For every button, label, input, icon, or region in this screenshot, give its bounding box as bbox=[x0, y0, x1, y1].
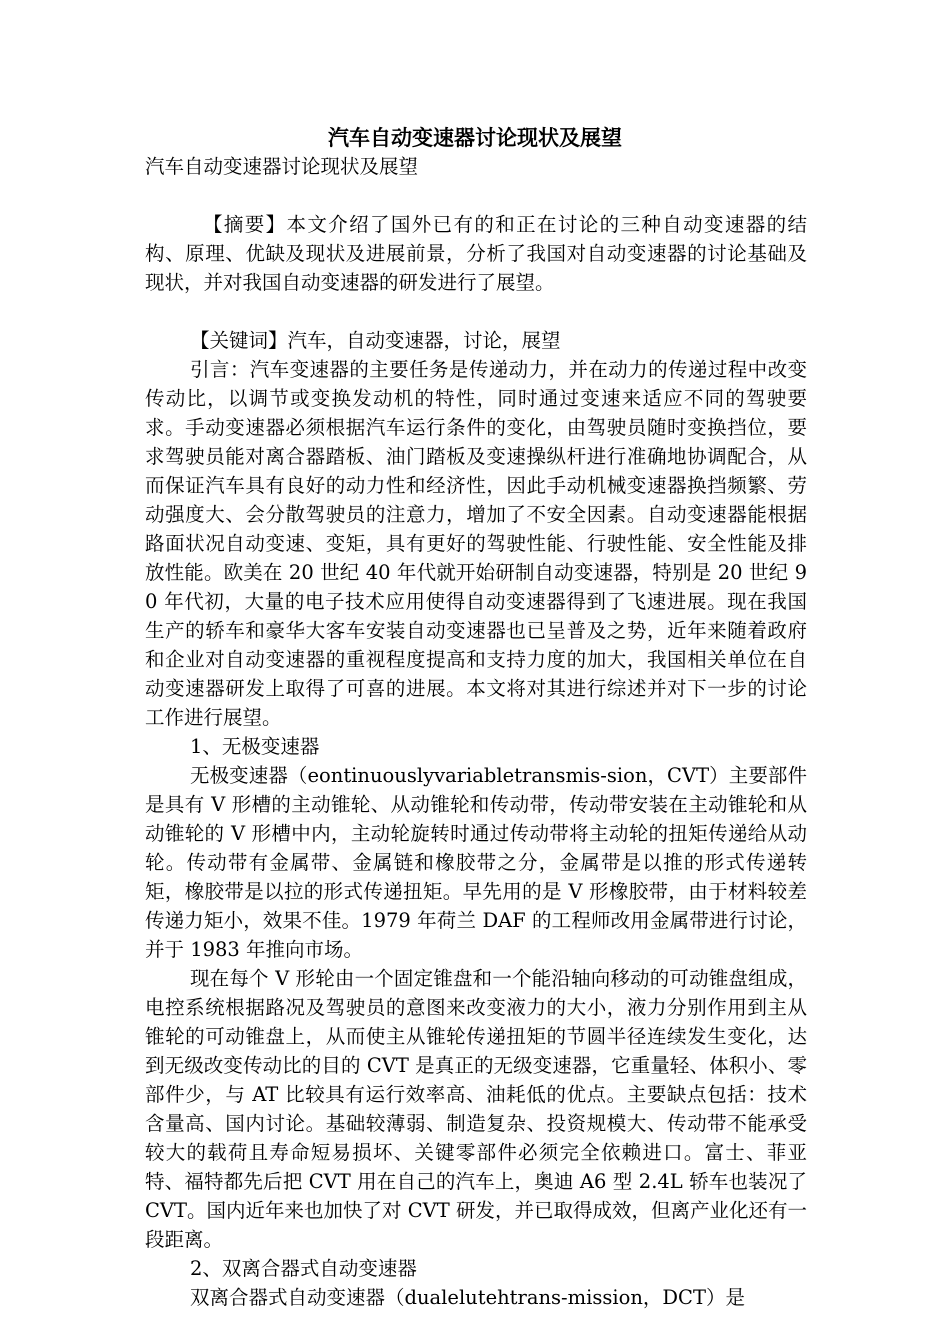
cvt-paragraph-2: 现在每个 V 形轮由一个固定锥盘和一个能沿轴向移动的可动锥盘组成，电控系统根据路况及驾驶员的意图来改变液力的大小，液力分别作用到主从锥轮的可动锥盘上，从而使主从锥轮传递扭矩的节圆半径连续发生变化，达到无级改变传动比的目的 CVT 是真正的无级变速器，它重量轻、体积小、零部件少，与 AT 比较具有运行效率高、油耗低的优点。主要缺点包括：技术含量高、国内讨论。基础较薄弱、制造复杂、投资规模大、传动带不能承受较大的载荷且寿命短易损坏、关键零部件必须完全依赖进口。富士、菲亚特、福特都先后把 CVT 用在自己的汽车上，奥迪 A6 型 2.4L 轿车也装况了 CVT。国内近年来也加快了对 CVT 研发，并已取得成效，但离产业化还有一段距离。 bbox=[145, 967, 807, 1251]
document-subtitle: 汽车自动变速器讨论现状及展望 bbox=[145, 155, 419, 178]
keywords-paragraph: 【关键词】汽车，自动变速器，讨论，展望 bbox=[190, 329, 561, 352]
document-title: 汽车自动变速器讨论现状及展望 bbox=[328, 126, 622, 150]
blank-line bbox=[145, 181, 807, 210]
abstract-paragraph: 【摘要】本文介绍了国外已有的和正在讨论的三种自动变速器的结构、原理、优缺及现状及进展前景，分析了我国对自动变速器的讨论基础及现状，并对我国自动变速器的研发进行了展望。 bbox=[145, 213, 807, 294]
section-heading-dct: 2、双离合器式自动变速器 bbox=[190, 1257, 417, 1280]
intro-paragraph: 引言：汽车变速器的主要任务是传递动力，并在动力的传递过程中改变传动比，以调节或变换发动机的特性，同时通过变速来适应不同的驾驶要求。手动变速器必须根据汽车运行条件的变化，由驾驶员随时变换挡位，要求驾驶员能对离合器踏板、油门踏板及变速操纵杆进行准确地协调配合，从而保证汽车具有良好的动力性和经济性，因此手动机械变速器换挡频繁、劳动强度大、会分散驾驶员的注意力，增加了不安全因素。自动变速器能根据路面状况自动变速、变矩，具有更好的驾驶性能、行驶性能、安全性能及排放性能。欧美在 20 世纪 40 年代就开始研制自动变速器，特别是 20 世纪 90 年代初，大量的电子技术应用使得自动变速器得到了飞速进展。现在我国生产的轿车和豪华大客车安装自动变速器也已呈普及之势，近年来随着政府和企业对自动变速器的重视程度提高和支持力度的加大，我国相关单位在自动变速器研发上取得了可喜的进展。本文将对其进行综述并对下一步的讨论工作进行展望。 bbox=[145, 358, 807, 729]
section-heading-cvt: 1、无极变速器 bbox=[190, 735, 320, 758]
document-body bbox=[145, 152, 807, 1312]
blank-line bbox=[145, 297, 807, 326]
cvt-paragraph-1: 无极变速器（eontinuouslyvariabletransmis-sion，CVT）主要部件是具有 V 形槽的主动锥轮、从动锥轮和传动带，传动带安装在主动锥轮和从动锥轮的 V 形槽中内，主动轮旋转时通过传动带将主动轮的扭矩传递给从动轮。传动带有金属带、金属链和橡胶带之分，金属带是以推的形式传递转矩，橡胶带是以拉的形式传递扭矩。早先用的是 V 形橡胶带，由于材料较差传递力矩小，效果不佳。1979 年荷兰 DAF 的工程师改用金属带进行讨论，并于 1983 年推向市场。 bbox=[145, 764, 807, 961]
dct-paragraph-1: 双离合器式自动变速器（dualelutehtrans-mission，DCT）是 bbox=[190, 1286, 745, 1309]
